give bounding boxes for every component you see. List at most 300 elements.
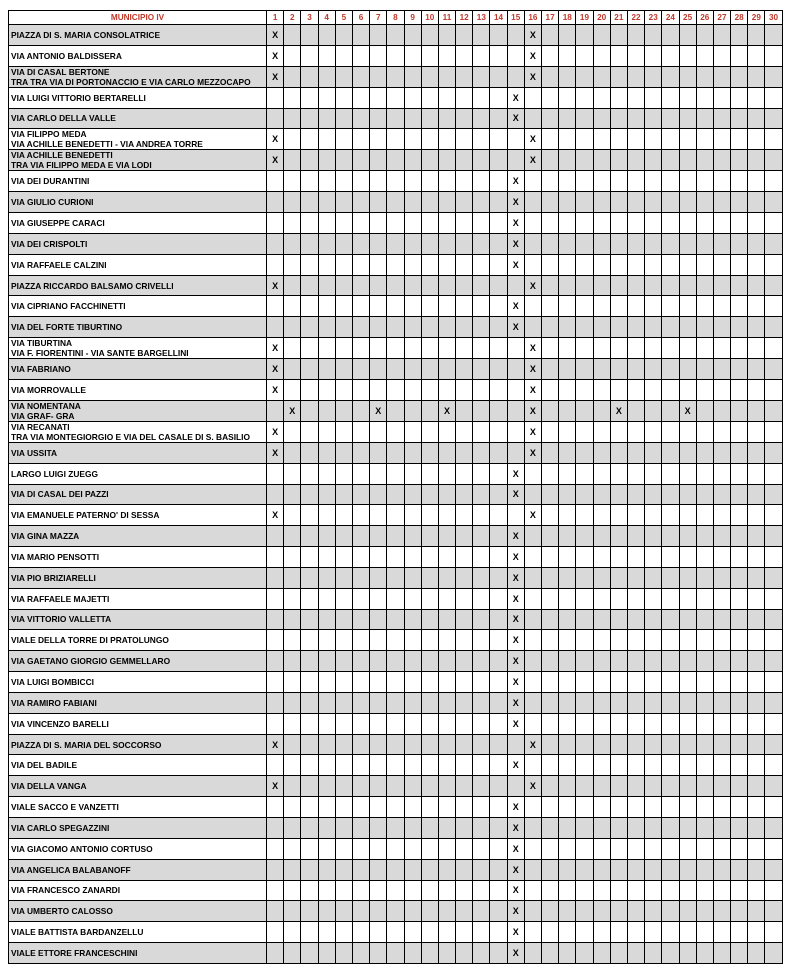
day-cell-15	[507, 171, 524, 192]
day-cell-7	[370, 943, 387, 964]
day-cell-9	[404, 880, 421, 901]
day-cell-11	[438, 45, 455, 66]
day-cell-7	[370, 108, 387, 129]
day-cell-4	[318, 359, 335, 380]
day-cell-7	[370, 192, 387, 213]
street-name-line: VIA GAETANO GIORGIO GEMMELLARO	[11, 656, 171, 667]
day-cell-15	[507, 442, 524, 463]
day-cell-7	[370, 442, 387, 463]
day-cell-6	[352, 338, 369, 359]
street-name	[9, 672, 267, 693]
day-cell-29	[748, 547, 765, 568]
day-cell-6	[352, 400, 369, 421]
day-cell-22	[627, 588, 644, 609]
day-cell-27	[713, 755, 730, 776]
day-cell-18	[559, 254, 576, 275]
cleaning-mark: X	[512, 697, 519, 708]
day-cell-27	[713, 129, 730, 150]
day-cell-10	[421, 45, 438, 66]
day-cell-7	[370, 233, 387, 254]
day-cell-13	[473, 192, 490, 213]
day-cell-13	[473, 171, 490, 192]
street-name	[9, 797, 267, 818]
day-cell-30	[765, 922, 782, 943]
day-cell-29	[748, 943, 765, 964]
day-cell-29	[748, 567, 765, 588]
street-row	[9, 192, 783, 213]
day-cell-26	[696, 192, 713, 213]
day-cell-29	[748, 129, 765, 150]
day-cell-18	[559, 651, 576, 672]
day-cell-2	[284, 233, 301, 254]
day-cell-16	[524, 25, 541, 46]
street-name-line: VIA GIACOMO ANTONIO CORTUSO	[11, 843, 153, 854]
day-cell-30	[765, 588, 782, 609]
day-cell-28	[731, 818, 748, 839]
day-cell-2	[284, 338, 301, 359]
day-cell-14	[490, 651, 507, 672]
street-name	[9, 776, 267, 797]
day-cell-18	[559, 233, 576, 254]
day-cell-24	[662, 588, 679, 609]
day-cell-17	[542, 171, 559, 192]
day-cell-12	[456, 254, 473, 275]
day-cell-23	[645, 129, 662, 150]
day-cell-9	[404, 359, 421, 380]
day-cell-22	[627, 233, 644, 254]
day-cell-15	[507, 129, 524, 150]
day-cell-30	[765, 66, 782, 87]
day-cell-2	[284, 943, 301, 964]
day-cell-18	[559, 797, 576, 818]
day-cell-14	[490, 338, 507, 359]
day-cell-14	[490, 526, 507, 547]
day-cell-18	[559, 880, 576, 901]
day-cell-11	[438, 692, 455, 713]
day-cell-25	[679, 588, 696, 609]
day-cell-7	[370, 317, 387, 338]
day-cell-11	[438, 150, 455, 171]
day-cell-20	[593, 922, 610, 943]
cleaning-mark: X	[512, 92, 519, 103]
day-cell-7	[370, 484, 387, 505]
day-cell-29	[748, 400, 765, 421]
day-cell-27	[713, 734, 730, 755]
day-cell-20	[593, 901, 610, 922]
day-cell-4	[318, 108, 335, 129]
day-cell-21	[610, 567, 627, 588]
day-cell-9	[404, 108, 421, 129]
day-cell-30	[765, 317, 782, 338]
cleaning-mark: X	[512, 322, 519, 333]
cleaning-mark: X	[512, 113, 519, 124]
header-row	[9, 11, 783, 25]
day-cell-30	[765, 630, 782, 651]
day-cell-12	[456, 713, 473, 734]
day-cell-14	[490, 692, 507, 713]
day-cell-19	[576, 192, 593, 213]
day-cell-20	[593, 25, 610, 46]
day-cell-22	[627, 87, 644, 108]
day-cell-27	[713, 275, 730, 296]
day-cell-4	[318, 567, 335, 588]
day-cell-11	[438, 192, 455, 213]
street-row	[9, 150, 783, 171]
day-cell-23	[645, 233, 662, 254]
day-cell-16	[524, 400, 541, 421]
day-cell-11	[438, 317, 455, 338]
day-cell-3	[301, 108, 318, 129]
day-cell-28	[731, 379, 748, 400]
day-cell-16	[524, 713, 541, 734]
day-header-1: 1	[267, 11, 284, 25]
street-row	[9, 484, 783, 505]
day-cell-9	[404, 859, 421, 880]
cleaning-mark: X	[512, 301, 519, 312]
day-cell-17	[542, 922, 559, 943]
day-cell-26	[696, 359, 713, 380]
day-cell-17	[542, 609, 559, 630]
cleaning-mark: X	[375, 405, 382, 416]
day-cell-22	[627, 818, 644, 839]
day-cell-19	[576, 25, 593, 46]
day-cell-16	[524, 87, 541, 108]
day-cell-14	[490, 192, 507, 213]
day-cell-18	[559, 567, 576, 588]
day-cell-29	[748, 317, 765, 338]
day-cell-21	[610, 254, 627, 275]
day-cell-24	[662, 171, 679, 192]
day-cell-6	[352, 505, 369, 526]
day-cell-13	[473, 776, 490, 797]
day-cell-21	[610, 442, 627, 463]
day-cell-20	[593, 713, 610, 734]
day-cell-15	[507, 838, 524, 859]
day-cell-3	[301, 651, 318, 672]
day-cell-24	[662, 421, 679, 442]
day-cell-10	[421, 818, 438, 839]
day-cell-9	[404, 338, 421, 359]
day-cell-16	[524, 233, 541, 254]
day-cell-28	[731, 526, 748, 547]
day-cell-19	[576, 359, 593, 380]
day-cell-6	[352, 630, 369, 651]
day-cell-13	[473, 922, 490, 943]
day-cell-2	[284, 275, 301, 296]
day-cell-23	[645, 859, 662, 880]
cleaning-mark: X	[529, 29, 536, 40]
day-cell-17	[542, 755, 559, 776]
day-cell-12	[456, 87, 473, 108]
day-cell-9	[404, 421, 421, 442]
day-cell-7	[370, 379, 387, 400]
day-cell-30	[765, 672, 782, 693]
day-cell-10	[421, 129, 438, 150]
day-cell-26	[696, 233, 713, 254]
day-cell-15	[507, 379, 524, 400]
day-header-30: 30	[765, 11, 782, 25]
street-name-line: VIA FRANCESCO ZANARDI	[11, 885, 121, 896]
day-cell-5	[335, 192, 352, 213]
street-name-line: VIA CARLO SPEGAZZINI	[11, 822, 110, 833]
day-cell-12	[456, 672, 473, 693]
day-cell-11	[438, 400, 455, 421]
day-cell-13	[473, 901, 490, 922]
day-cell-13	[473, 880, 490, 901]
day-cell-1	[267, 880, 284, 901]
day-cell-30	[765, 192, 782, 213]
day-cell-22	[627, 338, 644, 359]
day-cell-30	[765, 838, 782, 859]
cleaning-mark: X	[272, 134, 279, 145]
day-cell-1	[267, 108, 284, 129]
day-cell-29	[748, 338, 765, 359]
day-cell-8	[387, 672, 404, 693]
day-header-13: 13	[473, 11, 490, 25]
day-cell-17	[542, 233, 559, 254]
day-cell-1	[267, 338, 284, 359]
day-cell-23	[645, 379, 662, 400]
day-cell-17	[542, 442, 559, 463]
day-cell-17	[542, 66, 559, 87]
day-cell-8	[387, 755, 404, 776]
day-cell-27	[713, 922, 730, 943]
day-cell-18	[559, 87, 576, 108]
day-cell-5	[335, 275, 352, 296]
day-cell-1	[267, 609, 284, 630]
street-name-line: VIA MARIO PENSOTTI	[11, 551, 100, 562]
day-cell-21	[610, 713, 627, 734]
day-cell-5	[335, 129, 352, 150]
day-cell-15	[507, 87, 524, 108]
day-cell-12	[456, 922, 473, 943]
day-cell-5	[335, 818, 352, 839]
day-cell-28	[731, 421, 748, 442]
day-cell-10	[421, 505, 438, 526]
day-cell-23	[645, 87, 662, 108]
day-cell-21	[610, 296, 627, 317]
day-cell-8	[387, 421, 404, 442]
day-cell-11	[438, 463, 455, 484]
street-name	[9, 150, 267, 171]
day-cell-11	[438, 296, 455, 317]
day-cell-2	[284, 129, 301, 150]
day-cell-1	[267, 859, 284, 880]
day-cell-25	[679, 150, 696, 171]
day-cell-18	[559, 129, 576, 150]
day-cell-11	[438, 755, 455, 776]
day-cell-15	[507, 609, 524, 630]
day-cell-9	[404, 317, 421, 338]
cleaning-mark: X	[272, 739, 279, 750]
day-cell-10	[421, 484, 438, 505]
day-cell-24	[662, 87, 679, 108]
street-name	[9, 400, 267, 421]
street-row	[9, 66, 783, 87]
day-cell-20	[593, 379, 610, 400]
day-cell-18	[559, 922, 576, 943]
day-cell-28	[731, 630, 748, 651]
day-cell-21	[610, 317, 627, 338]
day-cell-2	[284, 45, 301, 66]
day-cell-19	[576, 859, 593, 880]
day-cell-26	[696, 150, 713, 171]
day-cell-27	[713, 66, 730, 87]
day-cell-21	[610, 171, 627, 192]
day-cell-10	[421, 275, 438, 296]
day-cell-18	[559, 505, 576, 526]
day-cell-4	[318, 421, 335, 442]
cleaning-mark: X	[272, 343, 279, 354]
day-cell-13	[473, 213, 490, 234]
day-cell-16	[524, 484, 541, 505]
day-cell-20	[593, 651, 610, 672]
day-cell-7	[370, 692, 387, 713]
day-cell-9	[404, 943, 421, 964]
day-cell-8	[387, 254, 404, 275]
day-cell-28	[731, 400, 748, 421]
day-cell-22	[627, 672, 644, 693]
street-name	[9, 734, 267, 755]
day-cell-27	[713, 171, 730, 192]
day-cell-3	[301, 296, 318, 317]
day-cell-3	[301, 797, 318, 818]
day-cell-9	[404, 692, 421, 713]
day-cell-11	[438, 526, 455, 547]
day-cell-17	[542, 734, 559, 755]
day-cell-23	[645, 192, 662, 213]
street-name-line: VIA VITTORIO VALLETTA	[11, 614, 112, 625]
day-cell-17	[542, 129, 559, 150]
day-cell-20	[593, 609, 610, 630]
day-cell-23	[645, 651, 662, 672]
day-cell-10	[421, 880, 438, 901]
day-cell-24	[662, 25, 679, 46]
day-cell-14	[490, 797, 507, 818]
day-cell-30	[765, 171, 782, 192]
day-cell-12	[456, 838, 473, 859]
day-cell-5	[335, 463, 352, 484]
cleaning-mark: X	[512, 760, 519, 771]
day-cell-24	[662, 943, 679, 964]
day-cell-26	[696, 505, 713, 526]
day-cell-6	[352, 672, 369, 693]
day-cell-3	[301, 922, 318, 943]
day-cell-16	[524, 66, 541, 87]
day-cell-30	[765, 484, 782, 505]
street-name	[9, 108, 267, 129]
day-cell-11	[438, 901, 455, 922]
day-cell-11	[438, 818, 455, 839]
day-cell-24	[662, 818, 679, 839]
day-cell-11	[438, 442, 455, 463]
street-name-line: VIA DI CASAL DEI PAZZI	[11, 489, 109, 500]
day-cell-18	[559, 755, 576, 776]
day-cell-7	[370, 505, 387, 526]
day-cell-10	[421, 651, 438, 672]
cleaning-mark: X	[512, 947, 519, 958]
day-cell-21	[610, 400, 627, 421]
day-cell-4	[318, 880, 335, 901]
day-cell-23	[645, 359, 662, 380]
street-name	[9, 526, 267, 547]
day-cell-14	[490, 505, 507, 526]
day-cell-4	[318, 296, 335, 317]
day-cell-30	[765, 421, 782, 442]
day-cell-20	[593, 442, 610, 463]
day-cell-22	[627, 547, 644, 568]
day-cell-15	[507, 859, 524, 880]
street-row	[9, 233, 783, 254]
day-header-11: 11	[438, 11, 455, 25]
day-cell-20	[593, 317, 610, 338]
day-cell-2	[284, 776, 301, 797]
day-cell-9	[404, 547, 421, 568]
street-name	[9, 171, 267, 192]
day-cell-5	[335, 838, 352, 859]
day-cell-16	[524, 442, 541, 463]
day-cell-6	[352, 129, 369, 150]
day-cell-14	[490, 442, 507, 463]
day-cell-27	[713, 588, 730, 609]
day-cell-25	[679, 838, 696, 859]
day-cell-4	[318, 87, 335, 108]
day-cell-29	[748, 838, 765, 859]
day-cell-12	[456, 275, 473, 296]
day-cell-15	[507, 275, 524, 296]
day-cell-8	[387, 922, 404, 943]
day-cell-17	[542, 213, 559, 234]
day-header-9: 9	[404, 11, 421, 25]
day-cell-15	[507, 25, 524, 46]
day-cell-10	[421, 379, 438, 400]
day-cell-6	[352, 192, 369, 213]
day-cell-14	[490, 25, 507, 46]
day-cell-18	[559, 317, 576, 338]
day-cell-20	[593, 87, 610, 108]
day-cell-15	[507, 734, 524, 755]
day-cell-13	[473, 484, 490, 505]
street-row	[9, 171, 783, 192]
day-cell-6	[352, 275, 369, 296]
day-header-14: 14	[490, 11, 507, 25]
day-cell-27	[713, 442, 730, 463]
day-cell-7	[370, 713, 387, 734]
day-cell-16	[524, 338, 541, 359]
day-cell-30	[765, 400, 782, 421]
day-cell-10	[421, 672, 438, 693]
day-cell-12	[456, 880, 473, 901]
day-cell-10	[421, 359, 438, 380]
day-cell-25	[679, 129, 696, 150]
day-cell-21	[610, 943, 627, 964]
day-cell-19	[576, 567, 593, 588]
street-row	[9, 859, 783, 880]
day-cell-5	[335, 630, 352, 651]
day-cell-12	[456, 588, 473, 609]
cleaning-mark: X	[529, 155, 536, 166]
cleaning-mark: X	[272, 71, 279, 82]
street-row	[9, 609, 783, 630]
street-name	[9, 505, 267, 526]
day-cell-8	[387, 317, 404, 338]
day-cell-28	[731, 463, 748, 484]
day-cell-2	[284, 734, 301, 755]
day-cell-13	[473, 233, 490, 254]
day-cell-11	[438, 66, 455, 87]
day-cell-2	[284, 505, 301, 526]
street-name-line: VIA LUIGI BOMBICCI	[11, 677, 94, 688]
